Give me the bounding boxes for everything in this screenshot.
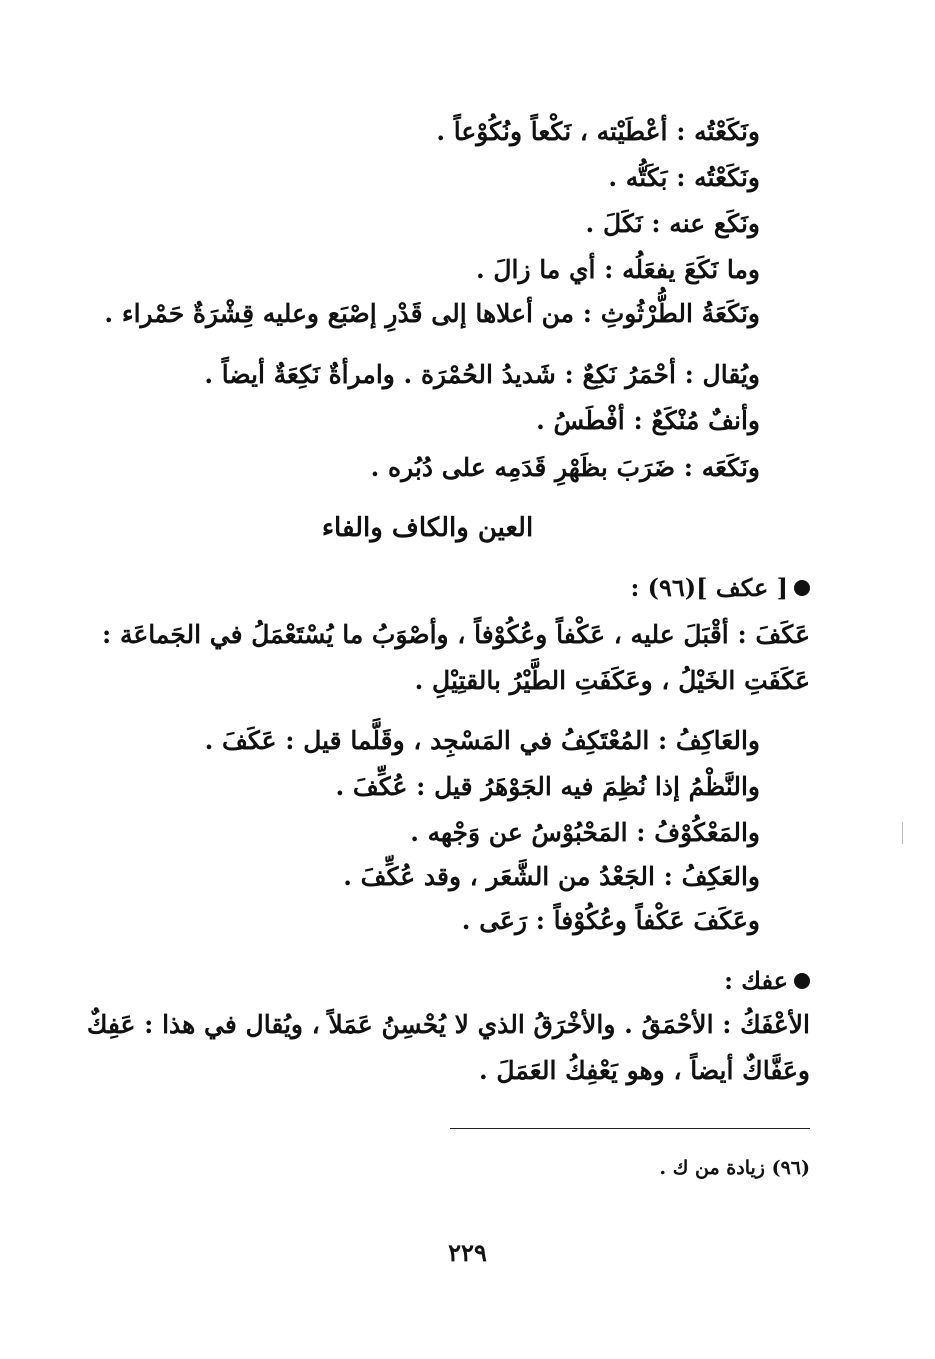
paragraph-line: وعَفَّاكٌ أيضاً ، وهو يَعْفِكُ العَمَلَ . bbox=[479, 1056, 810, 1085]
text-line: والعَاكِفُ : المُعْتَكِفُ في المَسْجِد ، وقَلَّما قيل : عَكَفَ . bbox=[204, 726, 760, 755]
paragraph-line: عَكَفَ : أقْبَلَ عليه ، عَكْفاً وعُكُوْفاً ، وأصْوَبُ ما يُسْتَعْمَلُ في الجَماعَة : bbox=[102, 620, 810, 649]
entry-title: عفك : bbox=[724, 966, 788, 995]
margin-mark bbox=[902, 822, 905, 844]
bullet-icon bbox=[794, 580, 810, 596]
text-line: ونَكَعْتُه : أعْطَيْته ، نَكْعاً ونُكُوْعاً . bbox=[436, 117, 760, 146]
text-line: ونَكَعَه : ضَرَبَ بظَهْرِ قَدَمِه على دُبُره . bbox=[370, 453, 760, 482]
footnote: (٩٦) زيادة من ك . bbox=[659, 1157, 810, 1179]
text-line: وما نَكَعَ يفعَلُه : أي ما زالَ . bbox=[475, 255, 760, 284]
page-number: ٢٢٩ bbox=[448, 1238, 487, 1267]
text-line: ونَكَع عنه : نَكَلَ . bbox=[585, 209, 760, 238]
entry-title: [ عكف ](٩٦) : bbox=[630, 573, 788, 602]
entry-title-afk bbox=[724, 966, 810, 996]
footnote-divider bbox=[450, 1128, 810, 1129]
text-line: وأنفٌ مُنْكَعٌ : أفْطَسُ . bbox=[536, 406, 760, 435]
text-line: ونَكَعْتُه : بَكَتُّه . bbox=[608, 163, 760, 192]
section-heading: العين والكاف والفاء bbox=[321, 513, 534, 543]
paragraph-line: عَكَفَتِ الخَيْلُ ، وعَكَفَتِ الطَّيْرُ بالقتِيْلِ . bbox=[414, 666, 810, 695]
text-line: والمَعْكُوْفُ : المَحْبُوْسُ عن وَجْهه . bbox=[410, 818, 760, 847]
text-line: ونَكَعَةُ الطُّرْثُوثِ : من أعلاها إلى قَدْرِ إصْبَع وعليه قِشْرَةٌ حَمْراء . bbox=[104, 299, 760, 328]
entry-title-akf bbox=[630, 573, 810, 603]
text-line: والعَكِفُ : الجَعْدُ من الشَّعَر ، وقد عُكِّفَ . bbox=[343, 862, 760, 891]
paragraph-line: الأعْفَكُ : الأحْمَقُ . والأخْرَقُ الذي لا يُحْسِنُ عَمَلاً ، ويُقال في هذا : عَفِكٌ bbox=[86, 1010, 810, 1039]
bullet-icon bbox=[794, 973, 810, 989]
text-line: والنَّظْمُ إذا نُظِمَ فيه الجَوْهَرُ قيل : عُكِّفَ . bbox=[335, 772, 760, 801]
text-line: ويُقال : أحْمَرُ نَكِعٌ : شَديدُ الحُمْرَة . وامرأةٌ نَكِعَةٌ أيضاً . bbox=[204, 360, 760, 389]
text-line: وعَكَفَ عَكْفاً وعُكُوْفاً : رَعَى . bbox=[461, 906, 760, 935]
